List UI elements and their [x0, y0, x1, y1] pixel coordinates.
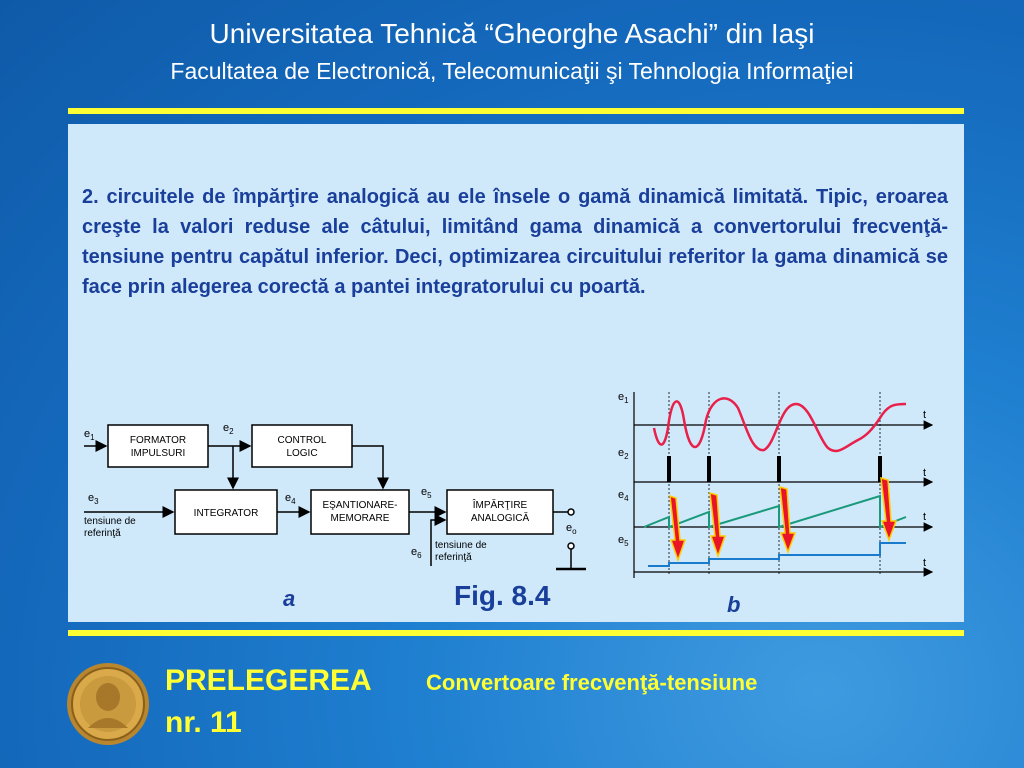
- esantionare-label-2: MEMORARE: [330, 513, 390, 524]
- reference-notes: [84, 516, 487, 563]
- signal-e5: $e_5$: [421, 486, 432, 500]
- block-diagram: [84, 425, 586, 569]
- signal-e4: $e_4$: [285, 492, 296, 506]
- e4-ramp: [644, 496, 906, 527]
- transfer-arrows: [670, 478, 896, 560]
- signal-eo: $e_o$: [566, 522, 577, 536]
- control-logic-block: [252, 425, 352, 467]
- subfigure-label-b: b: [727, 592, 741, 617]
- time-label-4: t: [923, 557, 927, 569]
- university-title: Universitatea Tehnică “Gheorghe Asachi” din Iaşi: [209, 18, 815, 49]
- impartire-block: [447, 490, 553, 534]
- ref-note-1: tensiune de: [84, 516, 136, 527]
- body-paragraph: 2. circuitele de împărţire analogică au ele însele o gamă dinamică limitată. Tipic, eroarea creşte la valori reduse ale câtului, limitând gama dinamică a convertorului frecvenţă-tensiune pentru capătul inferior. Deci, optimizarea circuitului referitor la gama dinamică se face prin alegerea corectă a pantei integratorului cu poartă.: [82, 186, 948, 298]
- signal-e2: $e_2$: [223, 422, 234, 436]
- time-label-3: t: [923, 511, 927, 523]
- timing-e1: $e_1$: [618, 391, 629, 405]
- e5-steps: [648, 543, 906, 566]
- timing-diagram: [618, 391, 932, 578]
- university-medal: [67, 663, 149, 745]
- transfer-arrow-4: [881, 478, 896, 540]
- faculty-title: Facultatea de Electronică, Telecomunicaţii şi Tehnologia Informaţiei: [170, 58, 854, 84]
- ref-note-2: referinţă: [84, 528, 121, 539]
- time-label-2: t: [923, 467, 927, 479]
- integrator-label: INTEGRATOR: [193, 508, 259, 519]
- impartire-label-1: ÎMPĂRŢIRE: [472, 500, 528, 511]
- impartire-label-2: ANALOGICĂ: [470, 513, 530, 524]
- time-label-1: t: [923, 409, 927, 421]
- figure-caption: Fig. 8.4: [454, 580, 551, 611]
- formator-label-2: IMPULSURI: [130, 448, 186, 459]
- formator-block: [108, 425, 208, 467]
- transfer-arrow-2: [710, 493, 725, 556]
- esantionare-block: [311, 490, 409, 534]
- signal-e1: $e_1$: [84, 428, 95, 442]
- control-label-2: LOGIC: [286, 448, 318, 459]
- timing-e2: $e_2$: [618, 447, 629, 461]
- signal-e6: $e_6$: [411, 546, 422, 560]
- lecture-label: PRELEGEREA: [165, 664, 372, 697]
- lecture-number: nr. 11: [165, 706, 242, 739]
- timing-e5: $e_5$: [618, 534, 629, 548]
- ref2-note-1: tensiune de: [435, 540, 487, 551]
- e2-pulses: [667, 456, 882, 482]
- ref2-note-2: referinţă: [435, 552, 472, 563]
- transfer-arrow-3: [780, 487, 795, 552]
- esantionare-label-1: EŞANTIONARE-: [322, 500, 398, 511]
- formator-label-1: FORMATOR: [129, 435, 187, 446]
- signal-e3: $e_3$: [88, 492, 99, 506]
- timing-e4: $e_4$: [618, 489, 629, 503]
- subfigure-label-a: a: [283, 586, 296, 611]
- control-label-1: CONTROL: [277, 435, 327, 446]
- transfer-arrow-1: [670, 496, 685, 560]
- lecture-topic: Convertoare frecvenţă-tensiune: [426, 670, 758, 695]
- timing-guides: [669, 392, 880, 576]
